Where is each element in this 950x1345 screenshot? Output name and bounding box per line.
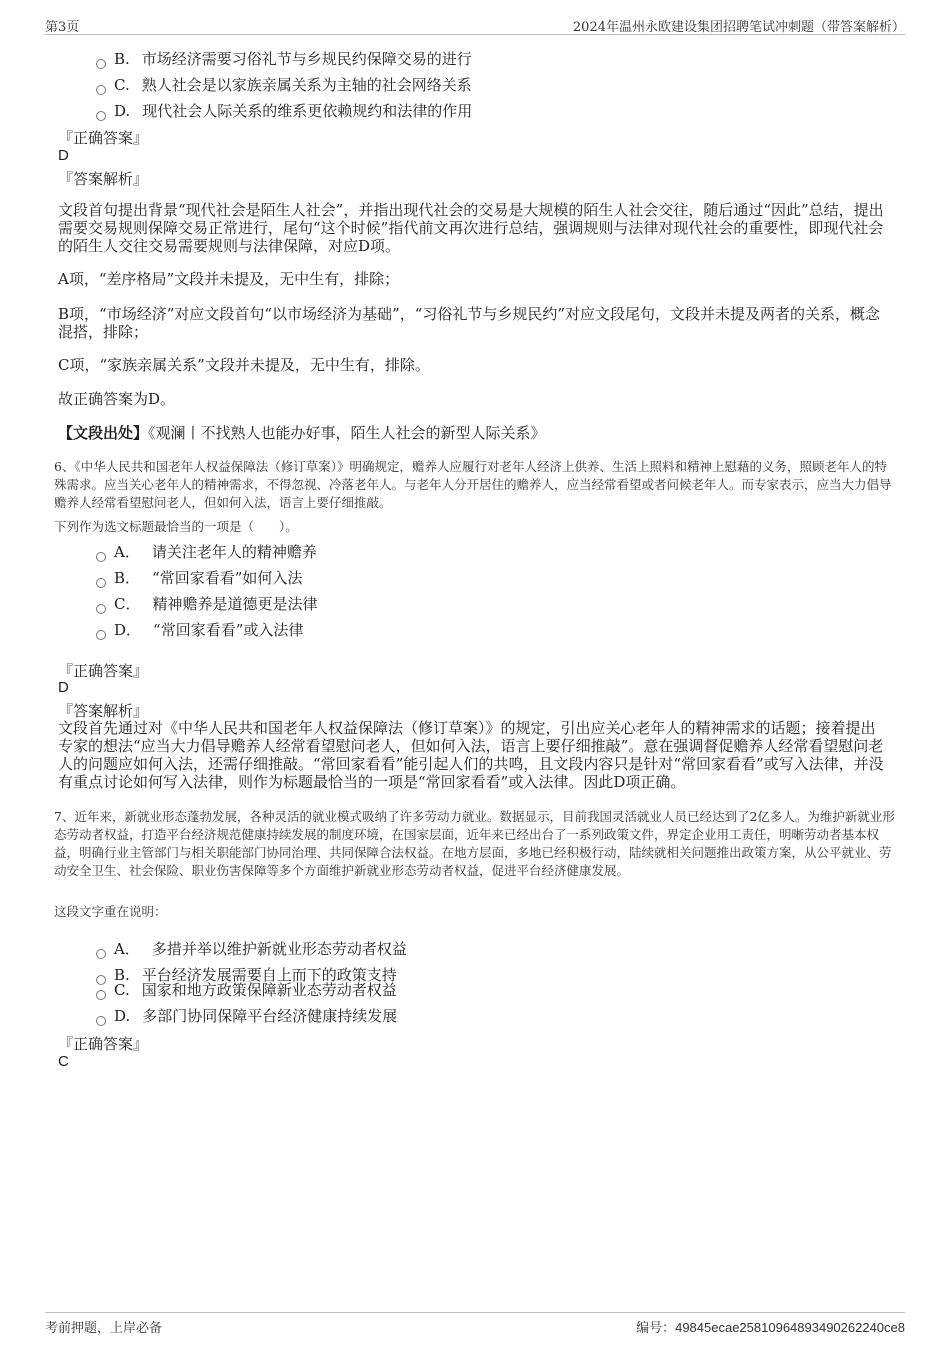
radio-icon[interactable] — [96, 604, 106, 614]
page-number: 第3页 — [45, 20, 80, 35]
radio-icon[interactable] — [96, 552, 106, 562]
q5-analysis-c: C项，“家族亲属关系”文段并未提及，无中生有，排除。 — [58, 356, 430, 374]
radio-icon[interactable] — [96, 1016, 106, 1026]
q7-stem: 7、近年来，新就业形态蓬勃发展，各种灵活的就业模式吸纳了许多劳动力就业。数据显示，目前我国灵活就业人员已经达到了2亿多人。为维护新就业形态劳动者权益，打造平台经济规范健康持续发展的制度环境，在国家层面，近年来已经出台了一系列政策文件，界定企业用工责任，明晰劳动者基本权益，明确行业主管部门与相关职能部门协同治理、共同保障合法权益。在地方层面，多地已经积极行动，陆续就相关问题推出政策方案，从公平就业、劳动安全卫生、社会保险、职业伤害保障等多个方面维护新就业形态劳动者权益，促进平台经济健康发展。 — [54, 809, 895, 878]
q5-analysis-main: 文段首句提出背景“现代社会是陌生人社会”，并指出现代社会的交易是大规模的陌生人社会交往，随后通过“因此”总结，提出需要交易规则保障交易正常进行，尾句“这个时候”指代前文再次进行总结，强调规则与法律对现代社会的重要性，即现代社会的陌生人交往交易需要规则与法律保障，对应D项。 — [58, 201, 884, 255]
q5-option-c[interactable]: C. 熟人社会是以家族亲属关系为主轴的社会网络关系 — [96, 74, 472, 95]
page-header — [45, 14, 905, 35]
q5-analysis-label: 『答案解析』 — [58, 170, 149, 188]
q6-answer: D — [58, 679, 69, 696]
q5-option-b[interactable]: B. 市场经济需要习俗礼节与乡规民约保障交易的进行 — [96, 48, 472, 69]
radio-icon[interactable] — [96, 111, 106, 121]
q6-stem: 6、《中华人民共和国老年人权益保障法（修订草案）》明确规定，赡养人应履行对老年人经济上供养、生活上照料和精神上慰藉的义务，照顾老年人的特殊需求。应当关心老年人的精神需求，不得忽视、冷落老年人。与老年人分开居住的赡养人，应当经常看望或者问候老年人。而专家表示，应当大力倡导赡养人经常看望慰问老人，但如何入法，语言上要仔细推敲。 — [54, 459, 892, 510]
q5-analysis-a: A项，“差序格局”文段并未提及，无中生有，排除； — [58, 270, 400, 288]
q5-option-d[interactable]: D. 现代社会人际关系的维系更依赖规约和法律的作用 — [96, 100, 472, 121]
q7-answer-label: 『正确答案』 — [58, 1035, 149, 1053]
q6-prompt: 下列作为选文标题最恰当的一项是（ ）。 — [54, 519, 298, 534]
q6-analysis-label: 『答案解析』 — [58, 702, 149, 720]
q5-answer-label: 『正确答案』 — [58, 129, 149, 147]
q7-option-b[interactable]: B. 平台经济发展需要自上而下的政策支持 — [96, 964, 397, 985]
q7-option-a[interactable]: A． 多措并举以维护新就业形态劳动者权益 — [96, 938, 407, 959]
q5-answer: D — [58, 147, 69, 164]
q7-answer: C — [58, 1053, 69, 1070]
page-footer — [45, 1312, 905, 1335]
q5-source — [58, 424, 884, 442]
q6-option-b[interactable]: B． “常回家看看”如何入法 — [96, 567, 302, 588]
q6-option-c[interactable]: C． 精神赡养是道德更是法律 — [96, 593, 318, 614]
q7-option-c[interactable]: C. 国家和地方政策保障新业态劳动者权益 — [96, 979, 397, 1000]
q5-analysis-conclusion: 故正确答案为D。 — [58, 390, 176, 408]
source-text: 《观澜丨不找熟人也能办好事，陌生人社会的新型人际关系》 — [148, 424, 546, 442]
source-label: 【文段出处】 — [58, 424, 149, 442]
radio-icon[interactable] — [96, 59, 106, 69]
radio-icon[interactable] — [96, 630, 106, 640]
q6-option-a[interactable]: A． 请关注老年人的精神赡养 — [96, 541, 317, 562]
radio-icon[interactable] — [96, 949, 106, 959]
q6-option-d[interactable]: D． “常回家看看”或入法律 — [96, 619, 303, 640]
radio-icon[interactable] — [96, 990, 106, 1000]
q7-prompt: 这段文字重在说明： — [54, 904, 167, 919]
document-title: 2024年温州永欧建设集团招聘笔试冲刺题（带答案解析） — [572, 20, 905, 35]
q6-analysis: 文段首先通过对《中华人民共和国老年人权益保障法（修订草案）》的规定，引出应关心老年人的精神需求的话题；接着提出专家的想法“应当大力倡导赡养人经常看望慰问老人，但如何入法，语言上要仔细推敲”。意在强调督促赡养人经常看望慰问老人的问题应如何入法，还需仔细推敲。“常回家看看”能引起人们的共鸣，且文段内容只是针对“常回家看看”或写入法律，并没有重点讨论如何写入法律，则作为标题最恰当的一项是“常回家看看”或入法律。因此D项正确。 — [58, 719, 884, 791]
q7-option-d[interactable]: D. 多部门协同保障平台经济健康持续发展 — [96, 1005, 397, 1026]
document-code: 编号：49845ecae25810964893490262240ce8 — [636, 1320, 905, 1335]
radio-icon[interactable] — [96, 578, 106, 588]
q5-analysis-b: B项，“市场经济”对应文段首句“以市场经济为基础”，“习俗礼节与乡规民约”对应文段尾句，文段并未提及两者的关系，概念混搭，排除； — [58, 305, 881, 341]
radio-icon[interactable] — [96, 85, 106, 95]
q6-answer-label: 『正确答案』 — [58, 662, 149, 680]
footer-slogan: 考前押题，上岸必备 — [45, 1321, 163, 1336]
